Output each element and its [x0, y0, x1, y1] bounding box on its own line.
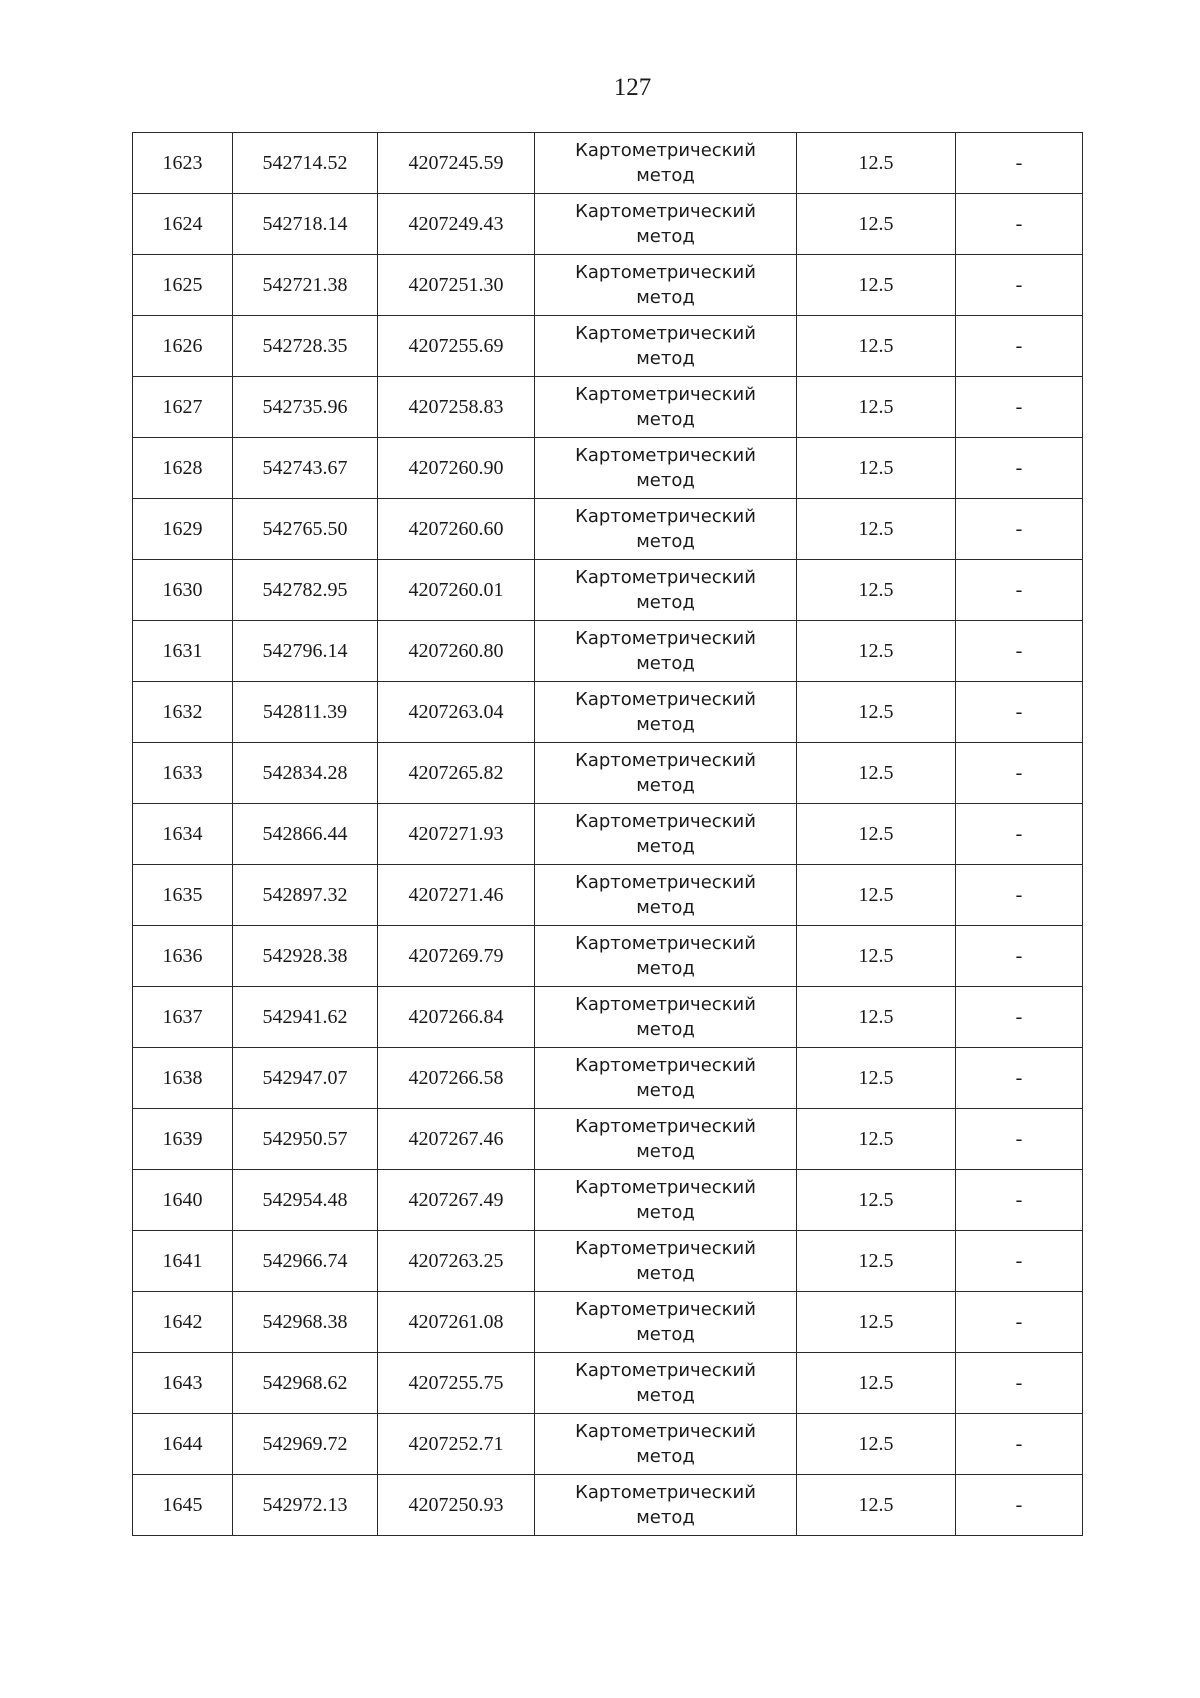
method-cell: [535, 1475, 797, 1536]
table-row: [133, 621, 1083, 682]
y-coordinate-cell: 4207258.83: [378, 377, 535, 438]
y-coordinate-cell: 4207260.01: [378, 560, 535, 621]
y-coordinate-cell: 4207255.75: [378, 1353, 535, 1414]
point-number-cell: 1634: [133, 804, 233, 865]
method-line-1: Картометрический: [575, 201, 756, 222]
point-number-cell: 1629: [133, 499, 233, 560]
point-number-cell: 1633: [133, 743, 233, 804]
accuracy-cell: 12.5: [797, 316, 956, 377]
table-row: [133, 499, 1083, 560]
point-number-cell: 1630: [133, 560, 233, 621]
y-coordinate-cell: 4207263.04: [378, 682, 535, 743]
method-line-2: метод: [636, 348, 695, 369]
point-number-cell: 1641: [133, 1231, 233, 1292]
table-row: [133, 316, 1083, 377]
accuracy-cell: 12.5: [797, 865, 956, 926]
table-row: [133, 682, 1083, 743]
method-line-1: Картометрический: [575, 384, 756, 405]
note-cell: -: [956, 560, 1083, 621]
x-coordinate-cell: 542796.14: [233, 621, 378, 682]
x-coordinate-cell: 542811.39: [233, 682, 378, 743]
y-coordinate-cell: 4207245.59: [378, 133, 535, 194]
note-cell: -: [956, 377, 1083, 438]
method-line-2: метод: [636, 1080, 695, 1101]
y-coordinate-cell: 4207271.93: [378, 804, 535, 865]
x-coordinate-cell: 542969.72: [233, 1414, 378, 1475]
method-cell: [535, 377, 797, 438]
accuracy-cell: 12.5: [797, 438, 956, 499]
point-number-cell: 1626: [133, 316, 233, 377]
method-cell: [535, 804, 797, 865]
point-number-cell: 1643: [133, 1353, 233, 1414]
note-cell: -: [956, 743, 1083, 804]
method-line-1: Картометрический: [575, 994, 756, 1015]
y-coordinate-cell: 4207250.93: [378, 1475, 535, 1536]
x-coordinate-cell: 542718.14: [233, 194, 378, 255]
note-cell: -: [956, 865, 1083, 926]
table-row: [133, 1170, 1083, 1231]
x-coordinate-cell: 542947.07: [233, 1048, 378, 1109]
method-line-1: Картометрический: [575, 445, 756, 466]
accuracy-cell: 12.5: [797, 1048, 956, 1109]
method-cell: [535, 621, 797, 682]
method-cell: [535, 682, 797, 743]
accuracy-cell: 12.5: [797, 377, 956, 438]
method-cell: [535, 438, 797, 499]
table-row: [133, 133, 1083, 194]
method-line-2: метод: [636, 226, 695, 247]
point-number-cell: 1624: [133, 194, 233, 255]
x-coordinate-cell: 542714.52: [233, 133, 378, 194]
method-cell: [535, 1048, 797, 1109]
accuracy-cell: 12.5: [797, 621, 956, 682]
table-row: [133, 1292, 1083, 1353]
note-cell: -: [956, 1353, 1083, 1414]
y-coordinate-cell: 4207267.46: [378, 1109, 535, 1170]
method-line-2: метод: [636, 1019, 695, 1040]
method-cell: [535, 743, 797, 804]
note-cell: -: [956, 1048, 1083, 1109]
point-number-cell: 1644: [133, 1414, 233, 1475]
note-cell: -: [956, 255, 1083, 316]
note-cell: -: [956, 133, 1083, 194]
x-coordinate-cell: 542954.48: [233, 1170, 378, 1231]
method-cell: [535, 987, 797, 1048]
x-coordinate-cell: 542782.95: [233, 560, 378, 621]
note-cell: -: [956, 1475, 1083, 1536]
method-line-1: Картометрический: [575, 567, 756, 588]
x-coordinate-cell: 542968.38: [233, 1292, 378, 1353]
method-cell: [535, 1292, 797, 1353]
accuracy-cell: 12.5: [797, 1109, 956, 1170]
point-number-cell: 1638: [133, 1048, 233, 1109]
method-cell: [535, 316, 797, 377]
method-cell: [535, 1170, 797, 1231]
point-number-cell: 1632: [133, 682, 233, 743]
table-row: [133, 1231, 1083, 1292]
x-coordinate-cell: 542950.57: [233, 1109, 378, 1170]
accuracy-cell: 12.5: [797, 194, 956, 255]
y-coordinate-cell: 4207271.46: [378, 865, 535, 926]
note-cell: -: [956, 1109, 1083, 1170]
x-coordinate-cell: 542765.50: [233, 499, 378, 560]
point-number-cell: 1628: [133, 438, 233, 499]
method-line-1: Картометрический: [575, 140, 756, 161]
table-row: [133, 438, 1083, 499]
method-line-2: метод: [636, 165, 695, 186]
method-line-1: Картометрический: [575, 1055, 756, 1076]
accuracy-cell: 12.5: [797, 1414, 956, 1475]
point-number-cell: 1640: [133, 1170, 233, 1231]
method-line-1: Картометрический: [575, 933, 756, 954]
method-cell: [535, 133, 797, 194]
table-row: [133, 194, 1083, 255]
note-cell: -: [956, 499, 1083, 560]
point-number-cell: 1625: [133, 255, 233, 316]
accuracy-cell: 12.5: [797, 1353, 956, 1414]
table-row: [133, 865, 1083, 926]
method-line-2: метод: [636, 287, 695, 308]
accuracy-cell: 12.5: [797, 743, 956, 804]
method-line-1: Картометрический: [575, 1421, 756, 1442]
table-row: [133, 1353, 1083, 1414]
x-coordinate-cell: 542972.13: [233, 1475, 378, 1536]
note-cell: -: [956, 1414, 1083, 1475]
note-cell: -: [956, 1231, 1083, 1292]
x-coordinate-cell: 542834.28: [233, 743, 378, 804]
y-coordinate-cell: 4207261.08: [378, 1292, 535, 1353]
note-cell: -: [956, 926, 1083, 987]
method-line-2: метод: [636, 1446, 695, 1467]
accuracy-cell: 12.5: [797, 1292, 956, 1353]
method-line-1: Картометрический: [575, 1238, 756, 1259]
x-coordinate-cell: 542941.62: [233, 987, 378, 1048]
accuracy-cell: 12.5: [797, 133, 956, 194]
coordinates-table: [132, 132, 1083, 1536]
accuracy-cell: 12.5: [797, 987, 956, 1048]
x-coordinate-cell: 542866.44: [233, 804, 378, 865]
note-cell: -: [956, 1292, 1083, 1353]
method-line-2: метод: [636, 531, 695, 552]
point-number-cell: 1636: [133, 926, 233, 987]
method-cell: [535, 1109, 797, 1170]
method-line-1: Картометрический: [575, 1360, 756, 1381]
method-line-1: Картометрический: [575, 628, 756, 649]
table-row: [133, 255, 1083, 316]
accuracy-cell: 12.5: [797, 804, 956, 865]
method-cell: [535, 560, 797, 621]
table-row: [133, 1109, 1083, 1170]
method-line-2: метод: [636, 958, 695, 979]
method-line-1: Картометрический: [575, 1482, 756, 1503]
method-line-1: Картометрический: [575, 750, 756, 771]
point-number-cell: 1637: [133, 987, 233, 1048]
y-coordinate-cell: 4207266.58: [378, 1048, 535, 1109]
note-cell: -: [956, 1170, 1083, 1231]
y-coordinate-cell: 4207267.49: [378, 1170, 535, 1231]
y-coordinate-cell: 4207260.80: [378, 621, 535, 682]
method-line-2: метод: [636, 653, 695, 674]
point-number-cell: 1631: [133, 621, 233, 682]
table-row: [133, 804, 1083, 865]
x-coordinate-cell: 542966.74: [233, 1231, 378, 1292]
y-coordinate-cell: 4207252.71: [378, 1414, 535, 1475]
method-line-1: Картометрический: [575, 1299, 756, 1320]
y-coordinate-cell: 4207260.60: [378, 499, 535, 560]
table-row: [133, 377, 1083, 438]
y-coordinate-cell: 4207263.25: [378, 1231, 535, 1292]
table-row: [133, 743, 1083, 804]
point-number-cell: 1627: [133, 377, 233, 438]
note-cell: -: [956, 804, 1083, 865]
table-row: [133, 1475, 1083, 1536]
method-line-2: метод: [636, 1202, 695, 1223]
x-coordinate-cell: 542743.67: [233, 438, 378, 499]
method-line-1: Картометрический: [575, 811, 756, 832]
accuracy-cell: 12.5: [797, 1475, 956, 1536]
method-cell: [535, 499, 797, 560]
method-line-2: метод: [636, 836, 695, 857]
y-coordinate-cell: 4207249.43: [378, 194, 535, 255]
table-row: [133, 1048, 1083, 1109]
point-number-cell: 1645: [133, 1475, 233, 1536]
method-line-2: метод: [636, 1324, 695, 1345]
method-line-1: Картометрический: [575, 689, 756, 710]
y-coordinate-cell: 4207266.84: [378, 987, 535, 1048]
method-line-2: метод: [636, 1385, 695, 1406]
method-line-2: метод: [636, 775, 695, 796]
method-line-2: метод: [636, 409, 695, 430]
x-coordinate-cell: 542735.96: [233, 377, 378, 438]
accuracy-cell: 12.5: [797, 682, 956, 743]
y-coordinate-cell: 4207269.79: [378, 926, 535, 987]
note-cell: -: [956, 316, 1083, 377]
point-number-cell: 1623: [133, 133, 233, 194]
note-cell: -: [956, 438, 1083, 499]
note-cell: -: [956, 194, 1083, 255]
table-row: [133, 560, 1083, 621]
method-line-1: Картометрический: [575, 872, 756, 893]
x-coordinate-cell: 542897.32: [233, 865, 378, 926]
method-line-1: Картометрический: [575, 1177, 756, 1198]
table-body: [133, 133, 1083, 1536]
method-cell: [535, 1231, 797, 1292]
x-coordinate-cell: 542728.35: [233, 316, 378, 377]
method-cell: [535, 194, 797, 255]
x-coordinate-cell: 542721.38: [233, 255, 378, 316]
note-cell: -: [956, 682, 1083, 743]
y-coordinate-cell: 4207251.30: [378, 255, 535, 316]
method-line-2: метод: [636, 470, 695, 491]
method-line-2: метод: [636, 1507, 695, 1528]
method-line-1: Картометрический: [575, 506, 756, 527]
x-coordinate-cell: 542928.38: [233, 926, 378, 987]
method-line-2: метод: [636, 714, 695, 735]
accuracy-cell: 12.5: [797, 1170, 956, 1231]
page-number: 127: [613, 74, 652, 101]
note-cell: -: [956, 621, 1083, 682]
method-line-2: метод: [636, 1141, 695, 1162]
method-cell: [535, 1414, 797, 1475]
accuracy-cell: 12.5: [797, 255, 956, 316]
x-coordinate-cell: 542968.62: [233, 1353, 378, 1414]
y-coordinate-cell: 4207255.69: [378, 316, 535, 377]
method-line-2: метод: [636, 592, 695, 613]
point-number-cell: 1639: [133, 1109, 233, 1170]
method-line-2: метод: [636, 897, 695, 918]
method-line-1: Картометрический: [575, 262, 756, 283]
y-coordinate-cell: 4207260.90: [378, 438, 535, 499]
accuracy-cell: 12.5: [797, 560, 956, 621]
table-row: [133, 987, 1083, 1048]
point-number-cell: 1642: [133, 1292, 233, 1353]
table-row: [133, 926, 1083, 987]
accuracy-cell: 12.5: [797, 499, 956, 560]
method-cell: [535, 255, 797, 316]
accuracy-cell: 12.5: [797, 1231, 956, 1292]
method-line-1: Картометрический: [575, 323, 756, 344]
method-cell: [535, 1353, 797, 1414]
method-cell: [535, 926, 797, 987]
table-row: [133, 1414, 1083, 1475]
accuracy-cell: 12.5: [797, 926, 956, 987]
method-line-1: Картометрический: [575, 1116, 756, 1137]
method-line-2: метод: [636, 1263, 695, 1284]
point-number-cell: 1635: [133, 865, 233, 926]
y-coordinate-cell: 4207265.82: [378, 743, 535, 804]
note-cell: -: [956, 987, 1083, 1048]
method-cell: [535, 865, 797, 926]
